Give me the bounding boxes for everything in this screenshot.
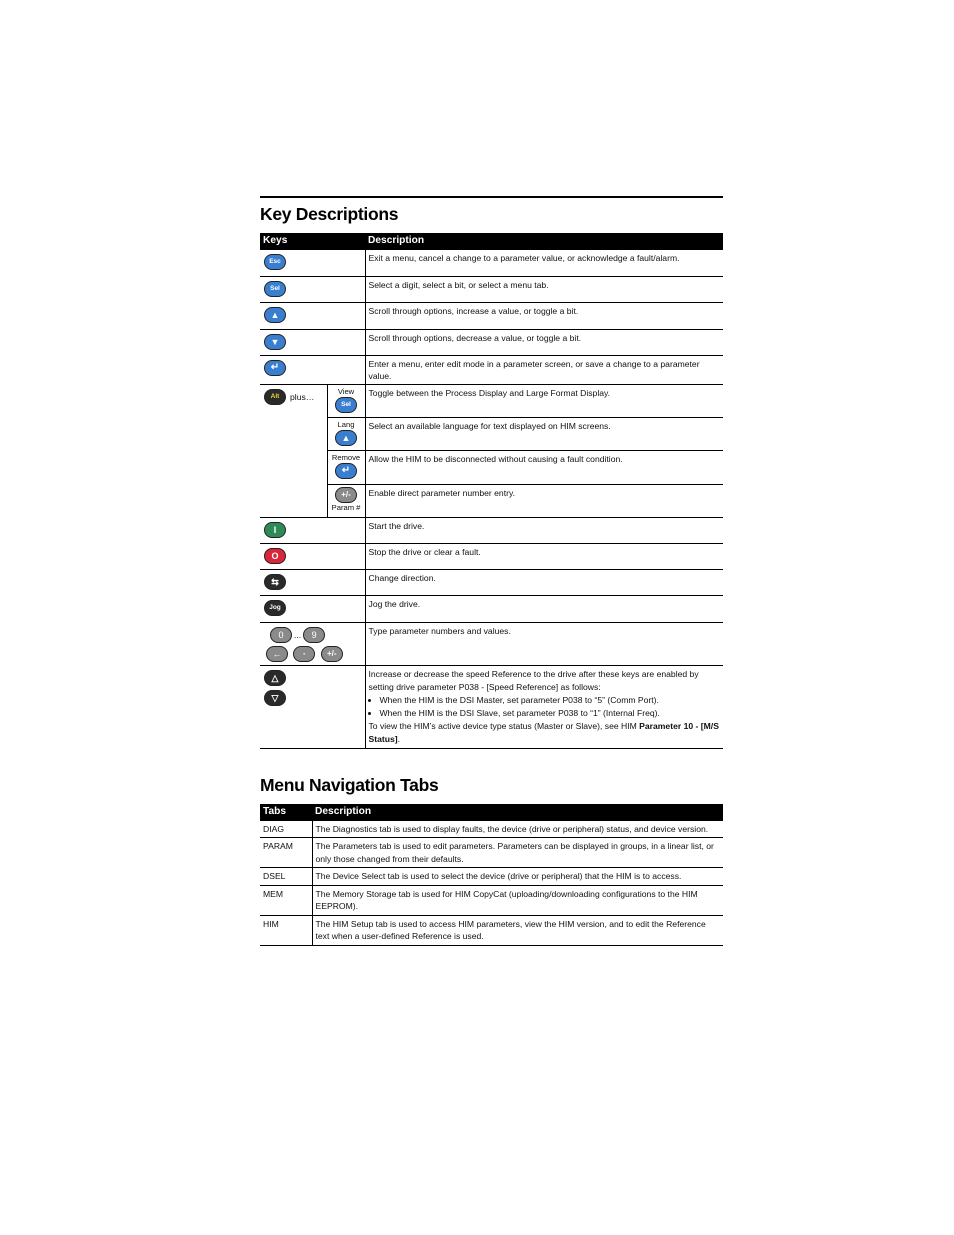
range-ellipsis: ... — [294, 630, 302, 641]
enter-key-icon: ↵ — [335, 463, 357, 479]
tab-description: The Device Select tab is used to select the device (drive or peripheral) that the HIM is to access. — [312, 868, 723, 885]
param-number-label: Param # — [331, 503, 361, 513]
row-description: Scroll through options, decrease a value, or toggle a bit. — [365, 329, 723, 355]
alt-key-icon: Alt — [264, 389, 286, 405]
table-row — [260, 418, 723, 451]
tab-description: The HIM Setup tab is used to access HIM parameters, view the HIM version, and to edit the Reference text when a user-defined Reference is used. — [312, 915, 723, 945]
table-row — [260, 821, 723, 838]
row-description: Toggle between the Process Display and Large Format Display. — [365, 385, 723, 418]
row-description: Start the drive. — [365, 518, 723, 544]
sel-key-icon: Sel — [264, 281, 286, 297]
tab-name: PARAM — [260, 838, 312, 868]
zero-key-icon: 0 — [270, 627, 292, 643]
plus-minus-key-icon: +/- — [321, 646, 343, 662]
table-row — [260, 570, 723, 596]
row-description: Select an available language for text displayed on HIM screens. — [365, 418, 723, 451]
header-keys: Keys — [260, 233, 365, 250]
header-description: Description — [365, 233, 723, 250]
row-description: Enter a menu, enter edit mode in a parameter screen, or save a change to a parameter value. — [365, 355, 723, 385]
row-description: Type parameter numbers and values. — [365, 623, 723, 666]
header-tabs: Tabs — [260, 804, 312, 821]
speed-up-key-icon: △ — [264, 670, 286, 686]
plus-minus-key-icon: +/- — [335, 487, 357, 503]
row-description: Select a digit, select a bit, or select a menu tab. — [365, 276, 723, 302]
table-row — [260, 868, 723, 885]
view-label: View — [337, 387, 355, 397]
tab-name: HIM — [260, 915, 312, 945]
tab-name: DIAG — [260, 821, 312, 838]
table-row — [260, 385, 723, 418]
jog-key-icon: Jog — [264, 600, 286, 616]
table-row — [260, 451, 723, 485]
note-text: To view the HIM’s active device type status (Master or Slave), see HIM — [368, 721, 640, 732]
table-row — [260, 250, 723, 276]
tab-description: The Memory Storage tab is used for HIM CopyCat (uploading/downloading configurations to the HIM EEPROM). — [312, 885, 723, 915]
table-row — [260, 596, 723, 623]
note-parameter: Parameter 10 - [M/S Status] — [368, 721, 719, 744]
tab-name: DSEL — [260, 868, 312, 885]
row-description: Jog the drive. — [365, 596, 723, 623]
enter-key-icon: ↵ — [264, 360, 286, 376]
key-table-header — [260, 233, 723, 250]
row-description: Stop the drive or clear a fault. — [365, 544, 723, 570]
list-item: • When the HIM is the DSI Slave, set parameter P038 to “1” (Internal Freq). — [380, 707, 721, 719]
top-rule — [260, 196, 723, 198]
table-row — [260, 485, 723, 518]
table-row — [260, 885, 723, 915]
row-description: Scroll through options, increase a value, or toggle a bit. — [365, 302, 723, 329]
speed-reference-description — [365, 666, 723, 749]
menu-navigation-title: Menu Navigation Tabs — [260, 775, 439, 795]
nine-key-icon: 9 — [303, 627, 325, 643]
start-key-icon: I — [264, 522, 286, 538]
row-description: Allow the HIM to be disconnected without causing a fault condition. — [365, 451, 723, 485]
tab-description: The Diagnostics tab is used to display faults, the device (drive or peripheral) status, and device version. — [312, 821, 723, 838]
list-item: • When the HIM is the DSI Master, set parameter P038 to “5” (Comm Port). — [380, 694, 721, 706]
tabs-table-header — [260, 804, 723, 821]
row-description: Exit a menu, cancel a change to a parameter value, or acknowledge a fault/alarm. — [365, 250, 723, 276]
up-arrow-key-icon: ▲ — [335, 430, 357, 446]
remove-label: Remove — [331, 453, 361, 463]
row-description: Enable direct parameter number entry. — [365, 485, 723, 518]
plus-label: plus… — [290, 392, 315, 403]
direction-key-icon: ⇆ — [264, 574, 286, 590]
speed-intro: Increase or decrease the speed Reference to the drive after these keys are enabled by setting drive parameter P038 - [Speed Reference] as follows: — [368, 669, 699, 692]
table-row — [260, 915, 723, 945]
lang-label: Lang — [337, 420, 355, 430]
down-arrow-key-icon: ▼ — [264, 334, 286, 350]
table-row — [260, 355, 723, 385]
stop-key-icon: O — [264, 548, 286, 564]
table-row — [260, 838, 723, 868]
table-row — [260, 276, 723, 302]
row-description: Change direction. — [365, 570, 723, 596]
table-row — [260, 302, 723, 329]
note-end: . — [397, 733, 401, 744]
backspace-key-icon: ← — [266, 646, 288, 662]
up-arrow-key-icon: ▲ — [264, 307, 286, 323]
key-descriptions-title: Key Descriptions — [260, 204, 399, 224]
speed-note — [369, 720, 721, 745]
sel-key-icon: Sel — [335, 397, 357, 413]
table-row — [260, 544, 723, 570]
table-row — [260, 518, 723, 544]
table-row — [260, 329, 723, 355]
table-row — [260, 666, 723, 749]
header-description: Description — [312, 804, 723, 821]
esc-key-icon: Esc — [264, 254, 286, 270]
speed-down-key-icon: ▽ — [264, 690, 286, 706]
menu-navigation-table — [260, 804, 723, 946]
decimal-key-icon: · — [293, 646, 315, 662]
table-row — [260, 623, 723, 666]
key-descriptions-table — [260, 233, 723, 749]
speed-bullets — [369, 694, 721, 719]
tab-description: The Parameters tab is used to edit parameters. Parameters can be displayed in groups, in a linear list, or only those changed from their defaults. — [312, 838, 723, 868]
tab-name: MEM — [260, 885, 312, 915]
